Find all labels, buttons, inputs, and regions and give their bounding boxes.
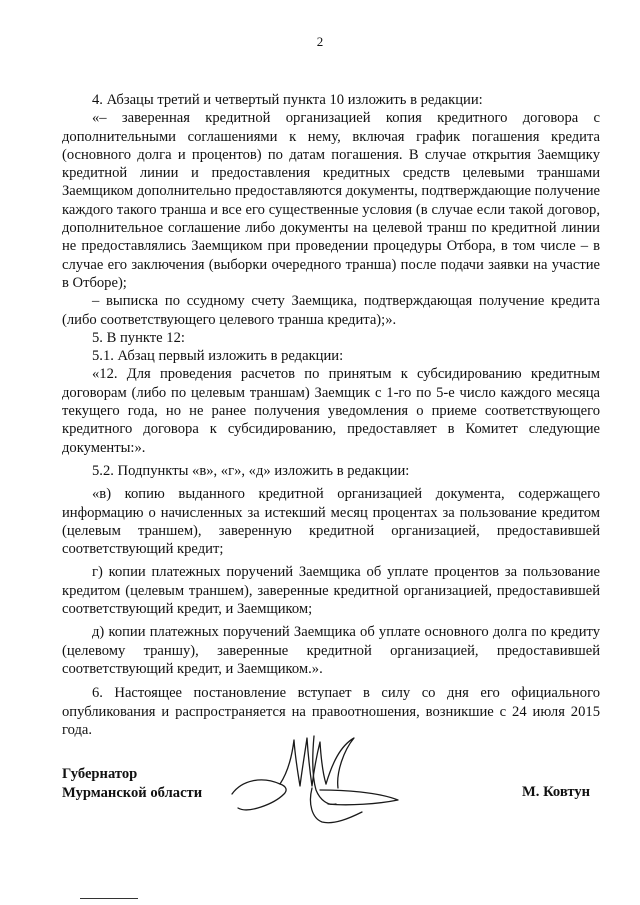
signatory-title-line2: Мурманской области: [62, 785, 203, 801]
paragraph-item-4: 4. Абзацы третий и четвертый пункта 10 изложить в редакции:: [92, 92, 483, 108]
signatory-title: [62, 765, 202, 803]
paragraph-item-5: 5. В пункте 12:: [92, 329, 185, 346]
paragraph-item-6: 6. Настоящее постановление вступает в силу со дня его официального опубликования и распространяется на правоотношения, возникшие с 24 июля 2015 года.: [62, 685, 600, 738]
paragraph-item-5-2: 5.2. Подпункты «в», «г», «д» изложить в редакции:: [92, 462, 410, 479]
paragraph-point-12: «12. Для проведения расчетов по принятым к субсидированию кредитным договорам (либо по целевым траншам) Заемщик с 1-го по 5-е число каждого месяца текущего года, но не ранее получения уведомления о приеме соответствующего кредитного договора к субсидированию, предоставляет в Комитет следующие документы:».: [62, 366, 600, 456]
document-body: [62, 91, 600, 739]
paragraph-loan-account-statement: – выписка по ссудному счету Заемщика, подтверждающая получение кредита (либо соответствующего целевого транша кредита);».: [62, 293, 600, 328]
signatory-name: М. Ковтун: [522, 784, 591, 800]
page-number: 2: [316, 34, 324, 49]
paragraph-subitem-v: «в) копию выданного кредитной организацией документа, содержащего информацию о начисленных за истекший месяц процентах за пользование кредитом (целевым траншем), заверенную кредитной организацией, предоставившей соответствующий кредит;: [62, 486, 600, 558]
paragraph-item-5-1: 5.1. Абзац первый изложить в редакции:: [92, 348, 344, 365]
paragraph-subitem-g: г) копии платежных поручений Заемщика об уплате процентов за пользование кредитом (целевым траншем), заверенные кредитной организацией, предоставившей соответствующий кредит, и Заемщиком;: [62, 564, 600, 618]
footer-divider: [80, 898, 138, 899]
handwritten-signature-icon: [228, 728, 418, 828]
signatory-title-line1: Губернатор: [62, 766, 138, 782]
paragraph-credit-contract-copy: «– заверенная кредитной организацией копия кредитного договора с дополнительными соглашениями к нему, включая график погашения кредита (основного долга и процентов) по датам погашения. В случае открытия Заемщику кредитной линии и предоставления кредитных средств целевыми траншами Заемщиком дополнительно предоставляются документы, подтверждающие получение каждого такого транша и все его существенные условия (в случае если такой договор, дополнительное соглашение либо документы на целевой транш по кредитной линии не предоставлялись Заемщиком при проведении процедуры Отбора, в том числе – в случае его заключения (выборки очередного транша) после подачи заявки на участие в Отборе);: [62, 110, 600, 291]
paragraph-subitem-d: д) копии платежных поручений Заемщика об уплате основного долга по кредиту (целевому траншу), заверенные кредитной организацией, предоставившей соответствующий кредит, и Заемщиком.».: [62, 624, 600, 677]
